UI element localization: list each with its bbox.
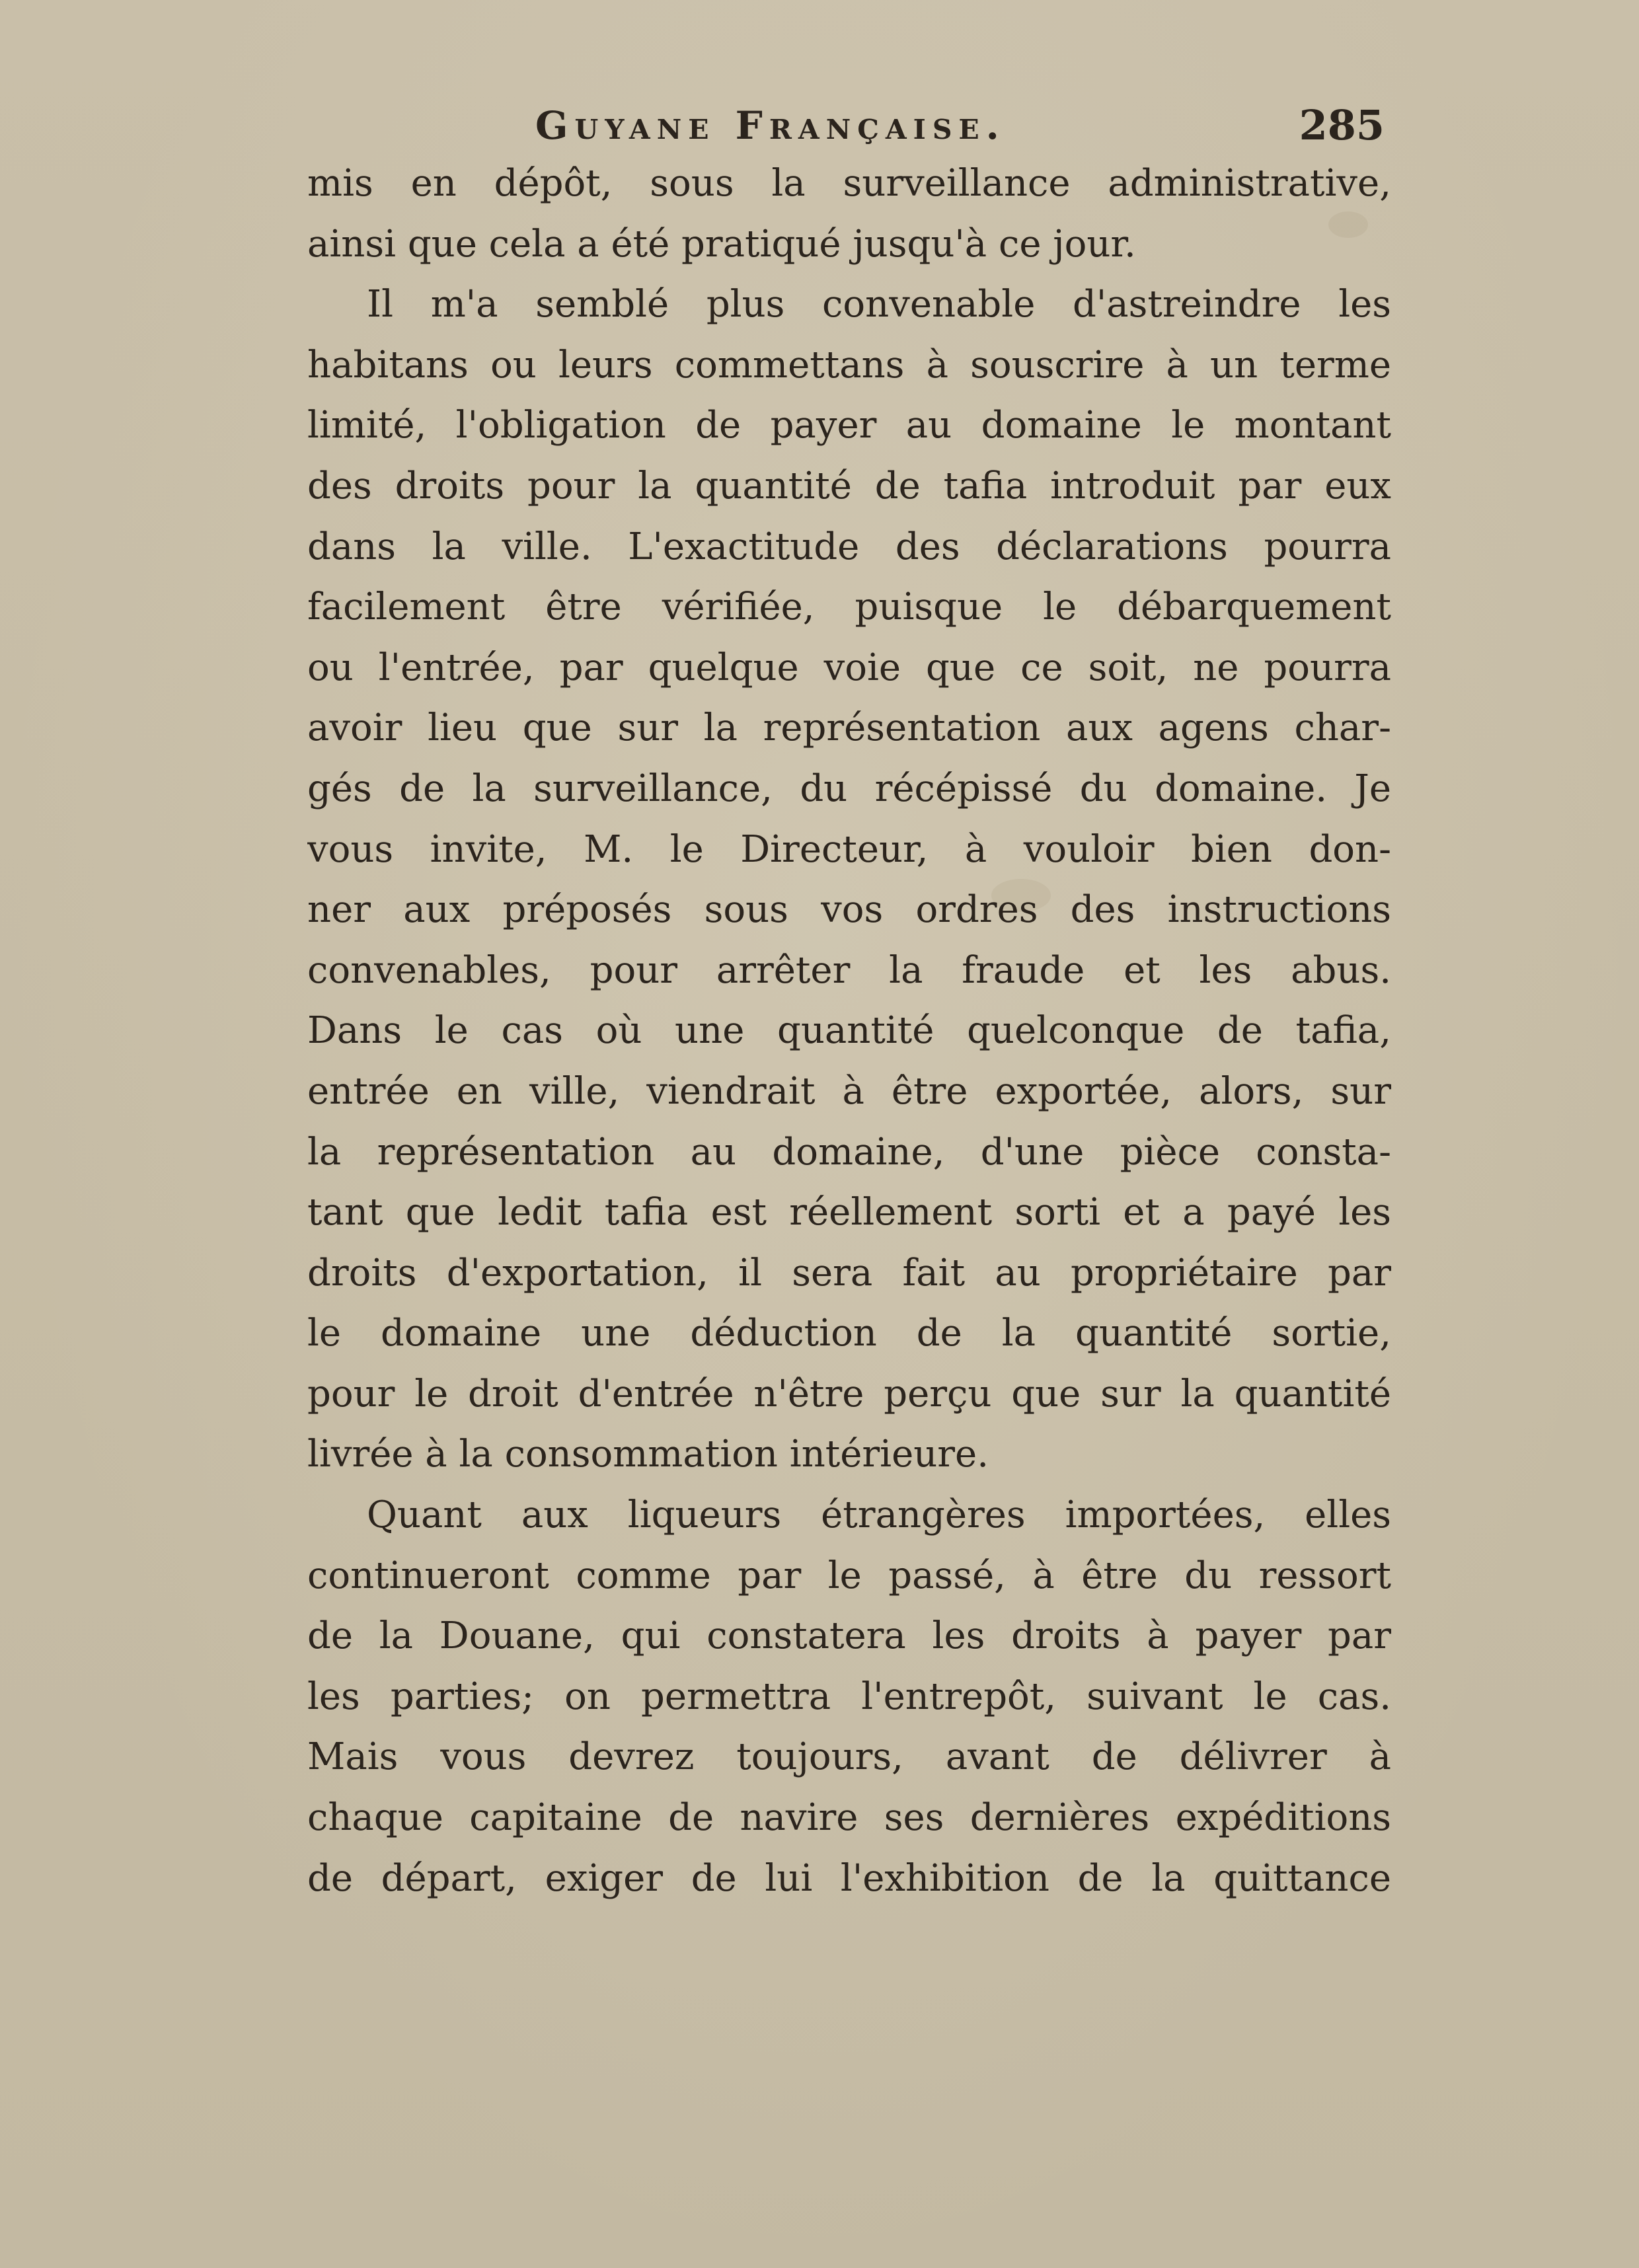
text-line: habitans ou leurs commettans à souscrire à un terme — [307, 343, 1391, 387]
paragraph-start-line: Il m'a semblé plus convenable d'astreindre les — [367, 283, 1391, 326]
text-line: dans la ville. L'exactitude des déclarations pourra — [307, 525, 1391, 568]
text-line: de la Douane, qui constatera les droits à payer par — [307, 1614, 1391, 1658]
running-title: Guyane Française. — [535, 103, 1006, 148]
text-line: Mais vous devrez toujours, avant de délivrer à — [307, 1735, 1391, 1779]
text-line: convenables, pour arrêter la fraude et les abus. — [307, 948, 1391, 992]
text-line: la représentation au domaine, d'une pièce consta- — [307, 1130, 1391, 1174]
text-line: livrée à la consommation intérieure. — [307, 1433, 989, 1476]
text-line: mis en dépôt, sous la surveillance administrative, — [307, 162, 1391, 205]
text-line: les parties; on permettra l'entrepôt, suivant le cas. — [307, 1675, 1391, 1718]
text-line: continueront comme par le passé, à être du ressort — [307, 1554, 1391, 1597]
text-line: ou l'entrée, par quelque voie que ce soit, ne pourra — [307, 646, 1391, 689]
paragraph-start-line: Quant aux liqueurs étrangères importées, elles — [367, 1493, 1391, 1537]
text-line: limité, l'obligation de payer au domaine le montant — [307, 404, 1391, 447]
running-head — [307, 93, 1398, 159]
text-line: droits d'exportation, il sera fait au propriétaire par — [307, 1251, 1391, 1295]
page-number: 285 — [1299, 101, 1385, 149]
text-line: des droits pour la quantité de tafia introduit par eux — [307, 464, 1391, 508]
text-line: de départ, exiger de lui l'exhibition de la quittance — [307, 1856, 1391, 1900]
text-line: avoir lieu que sur la représentation aux agens char- — [307, 706, 1391, 750]
body-text — [307, 153, 1391, 1909]
text-line: gés de la surveillance, du récépissé du domaine. Je — [307, 767, 1391, 810]
text-line: ainsi que cela a été pratiqué jusqu'à ce jour. — [307, 222, 1136, 266]
text-line: chaque capitaine de navire ses dernières expéditions — [307, 1796, 1391, 1840]
text-line: Dans le cas où une quantité quelconque de tafia, — [307, 1009, 1391, 1053]
text-line: pour le droit d'entrée n'être perçu que sur la quantité — [307, 1372, 1391, 1416]
text-line: facilement être vérifiée, puisque le débarquement — [307, 586, 1391, 629]
text-line: vous invite, M. le Directeur, à vouloir bien don- — [307, 827, 1391, 871]
text-line: tant que ledit tafia est réellement sorti et a payé les — [307, 1191, 1391, 1234]
text-line: entrée en ville, viendrait à être exportée, alors, sur — [307, 1069, 1391, 1113]
text-line: le domaine une déduction de la quantité sortie, — [307, 1312, 1391, 1355]
text-line: ner aux préposés sous vos ordres des instructions — [307, 888, 1391, 932]
